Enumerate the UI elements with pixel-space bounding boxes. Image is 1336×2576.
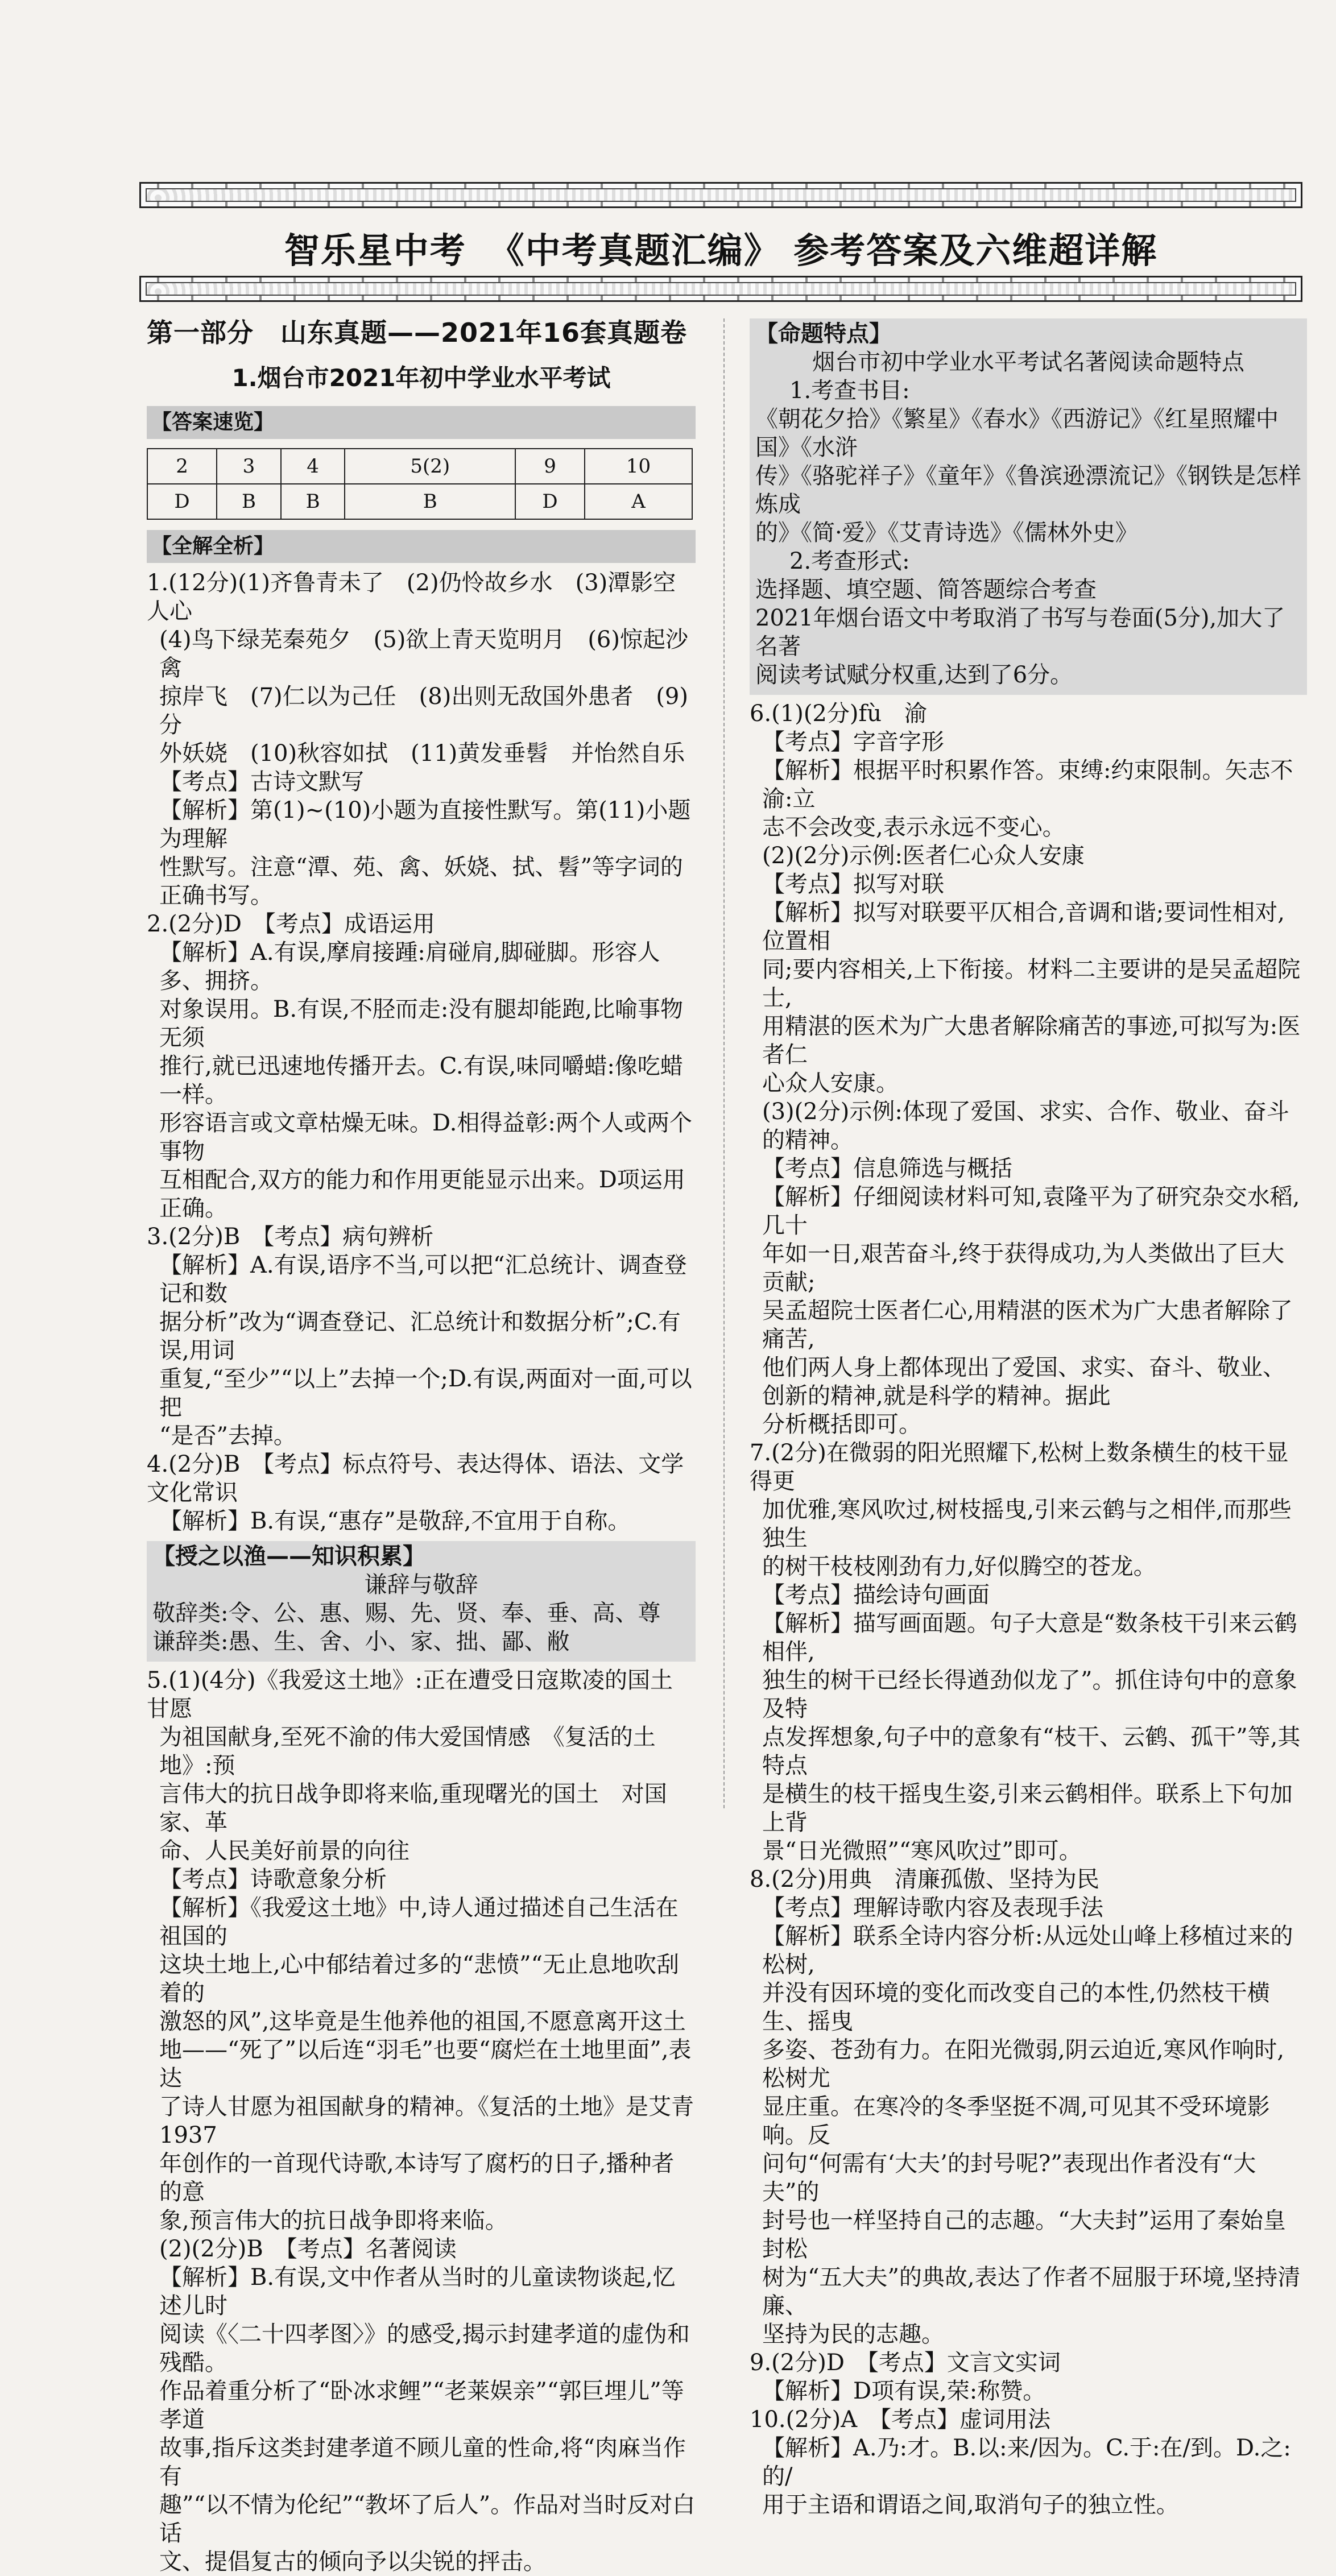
question-number: 4 xyxy=(281,449,345,484)
page-title: 《中考真题汇编》 参考答案及六维超详解 xyxy=(489,229,1158,271)
text-line: 景“日光微照”“寒风吹过”即可。 xyxy=(762,1838,1082,1864)
text-line: 故事,指斥这类封建孝道不顾儿童的性命,将“肉麻当作有 xyxy=(159,2435,686,2490)
answer-cell: D xyxy=(147,484,217,519)
text-line: 【解析】A.乃:才。B.以:来/因为。C.于:在/到。D.之:的/ xyxy=(762,2435,1291,2490)
decorative-border-top xyxy=(139,182,1302,208)
text-line: 用精湛的医术为广大患者解除痛苦的事迹,可拟写为:医者仁 xyxy=(762,1013,1301,1068)
text-line: (2)(2分)B 【考点】名著阅读 xyxy=(159,2236,457,2262)
text-line: 命、人民美好前景的向往 xyxy=(159,1838,410,1864)
answer-cell: D xyxy=(515,484,585,519)
text-line: 年如一日,艰苦奋斗,终于获得成功,为人类做出了巨大贡献; xyxy=(762,1241,1285,1295)
text-line: 阅读《〈二十四孝图〉》的感受,揭示封建孝道的虚伪和残酷。 xyxy=(159,2321,690,2376)
text-line: 【解析】联系全诗内容分析:从远处山峰上移植过来的松树, xyxy=(762,1923,1293,1978)
answer-table-answers-row xyxy=(147,484,692,519)
feature-title: 烟台市初中学业水平考试名著阅读命题特点 xyxy=(812,349,1244,375)
text-line: (2)(2分)示例:医者仁心众人安康 xyxy=(762,843,1085,869)
answer-cell: B xyxy=(217,484,281,519)
text-line: 象,预言伟大的抗日战争即将来临。 xyxy=(159,2208,508,2234)
text-line: 9.(2分)D 【考点】文言文实词 xyxy=(750,2350,1061,2376)
text-line: 1.(12分)(1)齐鲁青未了 (2)仍怜故乡水 (3)潭影空人心 xyxy=(147,570,676,624)
feature-box xyxy=(750,318,1307,695)
text-line: 【解析】第(1)~(10)小题为直接性默写。第(11)小题为理解 xyxy=(159,797,691,852)
text-line: 文、提倡复古的倾向予以尖锐的抨击。 xyxy=(159,2549,546,2575)
text-line: 分析概括即可。 xyxy=(762,1411,921,1438)
text-line: 作品着重分析了“卧冰求鲤”“老莱娱亲”“郭巨埋儿”等孝道 xyxy=(159,2378,684,2433)
text-line: 【解析】仔细阅读材料可知,袁隆平为了研究杂交水稻,几十 xyxy=(762,1184,1300,1239)
text-line: 激怒的风”,这毕竟是生他养他的祖国,不愿意离开这土 xyxy=(159,2008,686,2035)
text-line: 了诗人甘愿为祖国献身的精神。《复活的土地》是艾青1937 xyxy=(159,2094,694,2148)
analysis-block-3 xyxy=(750,699,1307,2519)
text-line: 志不会改变,表示永远不变心。 xyxy=(762,814,1065,840)
text-line: 形容语言或文章枯燥无味。D.相得益彰:两个人或两个事物 xyxy=(159,1110,692,1165)
text-line: (3)(2分)示例:体现了爱国、求实、合作、敬业、奋斗的精神。 xyxy=(762,1099,1289,1153)
text-line: 掠岸飞 (7)仁以为己任 (8)出则无敌国外患者 (9)分 xyxy=(159,684,688,738)
text-line: 是横生的枝干摇曳生姿,引来云鹤相伴。联系上下句加上背 xyxy=(762,1781,1293,1836)
text-line: 独生的树干已经长得遒劲似龙了”。抓住诗句中的意象及特 xyxy=(762,1667,1297,1722)
answer-table-questions-row xyxy=(147,449,692,484)
text-line: 点发挥想象,句子中的意象有“枝干、云鹤、孤干”等,其特点 xyxy=(762,1724,1301,1779)
question-number: 9 xyxy=(515,449,585,484)
text-line: 【考点】拟写对联 xyxy=(762,871,944,897)
knowledge-label: 【授之以渔——知识积累】 xyxy=(152,1543,425,1569)
text-line: 的树干枝枝刚劲有力,好似腾空的苍龙。 xyxy=(762,1554,1156,1580)
text-line: 吴孟超院士医者仁心,用精湛的医术为广大患者解除了痛苦, xyxy=(762,1298,1293,1352)
text-line: 互相配合,双方的能力和作用更能显示出来。D项运用正确。 xyxy=(159,1167,685,1221)
analysis-block-2 xyxy=(147,1666,696,2576)
feature-line: 的》《简·爱》《艾青诗选》《儒林外史》 xyxy=(755,520,1138,546)
text-line: 加优雅,寒风吹过,树枝摇曳,引来云鹤与之相伴,而那些独生 xyxy=(762,1497,1292,1551)
text-line: 【解析】描写画面题。句子大意是“数条枝干引来云鹤相伴, xyxy=(762,1610,1297,1665)
feature-line: 1.考查书目: xyxy=(789,378,910,404)
exam-title: 1.烟台市2021年初中学业水平考试 xyxy=(231,364,611,392)
left-column xyxy=(147,318,696,2576)
text-line: 6.(1)(2分)fù 渝 xyxy=(750,701,928,727)
feature-line: 2021年烟台语文中考取消了书写与卷面(5分),加大了名著 xyxy=(755,605,1285,660)
text-line: 10.(2分)A 【考点】虚词用法 xyxy=(750,2407,1051,2433)
page-header xyxy=(139,219,1302,276)
text-line: 【解析】B.有误,文中作者从当时的儿童读物谈起,忆述儿时 xyxy=(159,2264,676,2319)
text-line: 2.(2分)D 【考点】成语运用 xyxy=(147,911,435,937)
text-line: 【解析】拟写对联要平仄相合,音调和谐;要词性相对,位置相 xyxy=(762,900,1285,954)
text-line: 【解析】D项有误,荣:称赞。 xyxy=(762,2378,1046,2404)
text-line: 地——“死了”以后连“羽毛”也要“腐烂在土地里面”,表达 xyxy=(159,2037,692,2092)
decorative-border-bottom xyxy=(139,276,1302,302)
text-line: 【解析】A.有误,摩肩接踵:肩碰肩,脚碰脚。形容人多、拥挤。 xyxy=(159,939,660,994)
text-line: 5.(1)(4分)《我爱这土地》:正在遭受日寇欺凌的国土 甘愿 xyxy=(147,1667,696,1722)
answer-cell: B xyxy=(345,484,515,519)
feature-line: 阅读考试赋分权重,达到了6分。 xyxy=(755,662,1073,688)
text-line: 对象误用。B.有误,不胫而走:没有腿却能跑,比喻事物无须 xyxy=(159,996,684,1051)
text-line: 树为“五大夫”的典故,表达了作者不屈服于环境,坚持清廉、 xyxy=(762,2264,1301,2319)
knowledge-box xyxy=(147,1541,696,1662)
feature-line: 《朝花夕拾》《繁星》《春水》《西游记》《红星照耀中国》《水浒 xyxy=(755,406,1279,461)
text-line: 【解析】《我爱这土地》中,诗人通过描述自己生活在祖国的 xyxy=(159,1895,679,1949)
text-line: 外妖娆 (10)秋容如拭 (11)黄发垂髫 并怡然自乐 xyxy=(159,740,685,767)
text-line: 3.(2分)B 【考点】病句辨析 xyxy=(147,1224,434,1250)
text-line: 性默写。注意“潭、苑、禽、妖娆、拭、髫”等字词的正确书写。 xyxy=(159,854,683,909)
text-line: 显庄重。在寒冷的冬季坚挺不凋,可见其不受环境影响。反 xyxy=(762,2094,1270,2148)
knowledge-title: 谦辞与敬辞 xyxy=(364,1572,478,1598)
knowledge-line: 敬辞类:令、公、惠、赐、先、贤、奉、垂、高、尊 xyxy=(152,1600,661,1626)
answer-cell: A xyxy=(585,484,692,519)
analysis-block-1 xyxy=(147,569,696,1535)
column-divider xyxy=(723,318,725,1808)
part-title: 第一部分 山东真题——2021年16套真题卷 xyxy=(147,317,688,348)
feature-label: 【命题特点】 xyxy=(755,321,892,347)
text-line: 封号也一样坚持自己的志趣。“大夫封”运用了秦始皇封松 xyxy=(762,2208,1286,2262)
text-line: 趣”“以不情为伦纪”“教坏了后人”。作品对当时反对白话 xyxy=(159,2492,696,2546)
answer-cell: B xyxy=(281,484,345,519)
text-line: 【考点】古诗文默写 xyxy=(159,769,364,795)
text-line: 据分析”改为“调查登记、汇总统计和数据分析”;C.有误,用词 xyxy=(159,1309,681,1364)
brand-logo: 智乐星中考 xyxy=(284,229,466,271)
text-line: 心众人安康。 xyxy=(762,1070,899,1096)
text-line: 8.(2分)用典 清廉孤傲、坚持为民 xyxy=(750,1866,1099,1892)
question-number: 3 xyxy=(217,449,281,484)
text-line: 坚持为民的志趣。 xyxy=(762,2321,944,2347)
analysis-label: 【全解全析】 xyxy=(147,530,696,563)
text-line: 同;要内容相关,上下衔接。材料二主要讲的是吴孟超院士, xyxy=(762,956,1301,1011)
text-line: 7.(2分)在微弱的阳光照耀下,松树上数条横生的枝干显得更 xyxy=(750,1440,1289,1494)
text-line: 用于主语和谓语之间,取消句子的独立性。 xyxy=(762,2492,1179,2518)
text-line: 【解析】A.有误,语序不当,可以把“汇总统计、调查登记和数 xyxy=(159,1252,687,1307)
text-line: 言伟大的抗日战争即将来临,重现曙光的国土 对国家、革 xyxy=(159,1781,667,1836)
text-line: 问句“何需有‘大夫’的封号呢?”表现出作者没有“大夫”的 xyxy=(762,2151,1256,2205)
text-line: 年创作的一首现代诗歌,本诗写了腐朽的日子,播种者的意 xyxy=(159,2151,675,2205)
feature-line: 选择题、填空题、简答题综合考查 xyxy=(755,577,1097,603)
text-line: 4.(2分)B 【考点】标点符号、表达得体、语法、文学文化常识 xyxy=(147,1451,684,1506)
answers-label: 【答案速览】 xyxy=(147,406,696,439)
text-line: 【考点】信息筛选与概括 xyxy=(762,1156,1012,1182)
text-line: (4)鸟下绿芜秦苑夕 (5)欲上青天览明月 (6)惊起沙禽 xyxy=(159,627,688,681)
text-line: 【解析】B.有误,“惠存”是敬辞,不宜用于自称。 xyxy=(159,1508,631,1534)
right-column xyxy=(750,318,1307,2519)
knowledge-line: 谦辞类:愚、生、舍、小、家、拙、鄙、敝 xyxy=(152,1629,570,1655)
text-line: “是否”去掉。 xyxy=(159,1423,296,1449)
text-line: 重复,“至少”“以上”去掉一个;D.有误,两面对一面,可以把 xyxy=(159,1366,692,1420)
text-line: 【考点】理解诗歌内容及表现手法 xyxy=(762,1895,1103,1921)
text-line: 他们两人身上都体现出了爱国、求实、奋斗、敬业、创新的精神,就是科学的精神。据此 xyxy=(762,1355,1285,1409)
answer-table xyxy=(147,448,693,520)
text-line: 这块土地上,心中郁结着过多的“悲愤”“无止息地吹刮着的 xyxy=(159,1952,680,2006)
text-line: 为祖国献身,至死不渝的伟大爱国情感 《复活的土地》:预 xyxy=(159,1724,656,1779)
question-number: 5(2) xyxy=(345,449,515,484)
text-line: 【考点】描绘诗句画面 xyxy=(762,1582,990,1608)
text-line: 【考点】字音字形 xyxy=(762,729,944,755)
text-line: 【解析】根据平时积累作答。束缚:约束限制。矢志不渝:立 xyxy=(762,757,1293,812)
text-line: 多姿、苍劲有力。在阳光微弱,阴云迫近,寒风作响时,松树尤 xyxy=(762,2037,1285,2092)
feature-line: 传》《骆驼祥子》《童年》《鲁滨逊漂流记》《钢铁是怎样炼成 xyxy=(755,463,1301,517)
text-line: 并没有因环境的变化而改变自己的本性,仍然枝干横生、摇曳 xyxy=(762,1980,1270,2035)
question-number: 2 xyxy=(147,449,217,484)
question-number: 10 xyxy=(585,449,692,484)
text-line: 【考点】诗歌意象分析 xyxy=(159,1866,387,1892)
text-line: 推行,就已迅速地传播开去。C.有误,味同嚼蜡:像吃蜡一样。 xyxy=(159,1053,683,1108)
feature-line: 2.考查形式: xyxy=(789,548,910,574)
